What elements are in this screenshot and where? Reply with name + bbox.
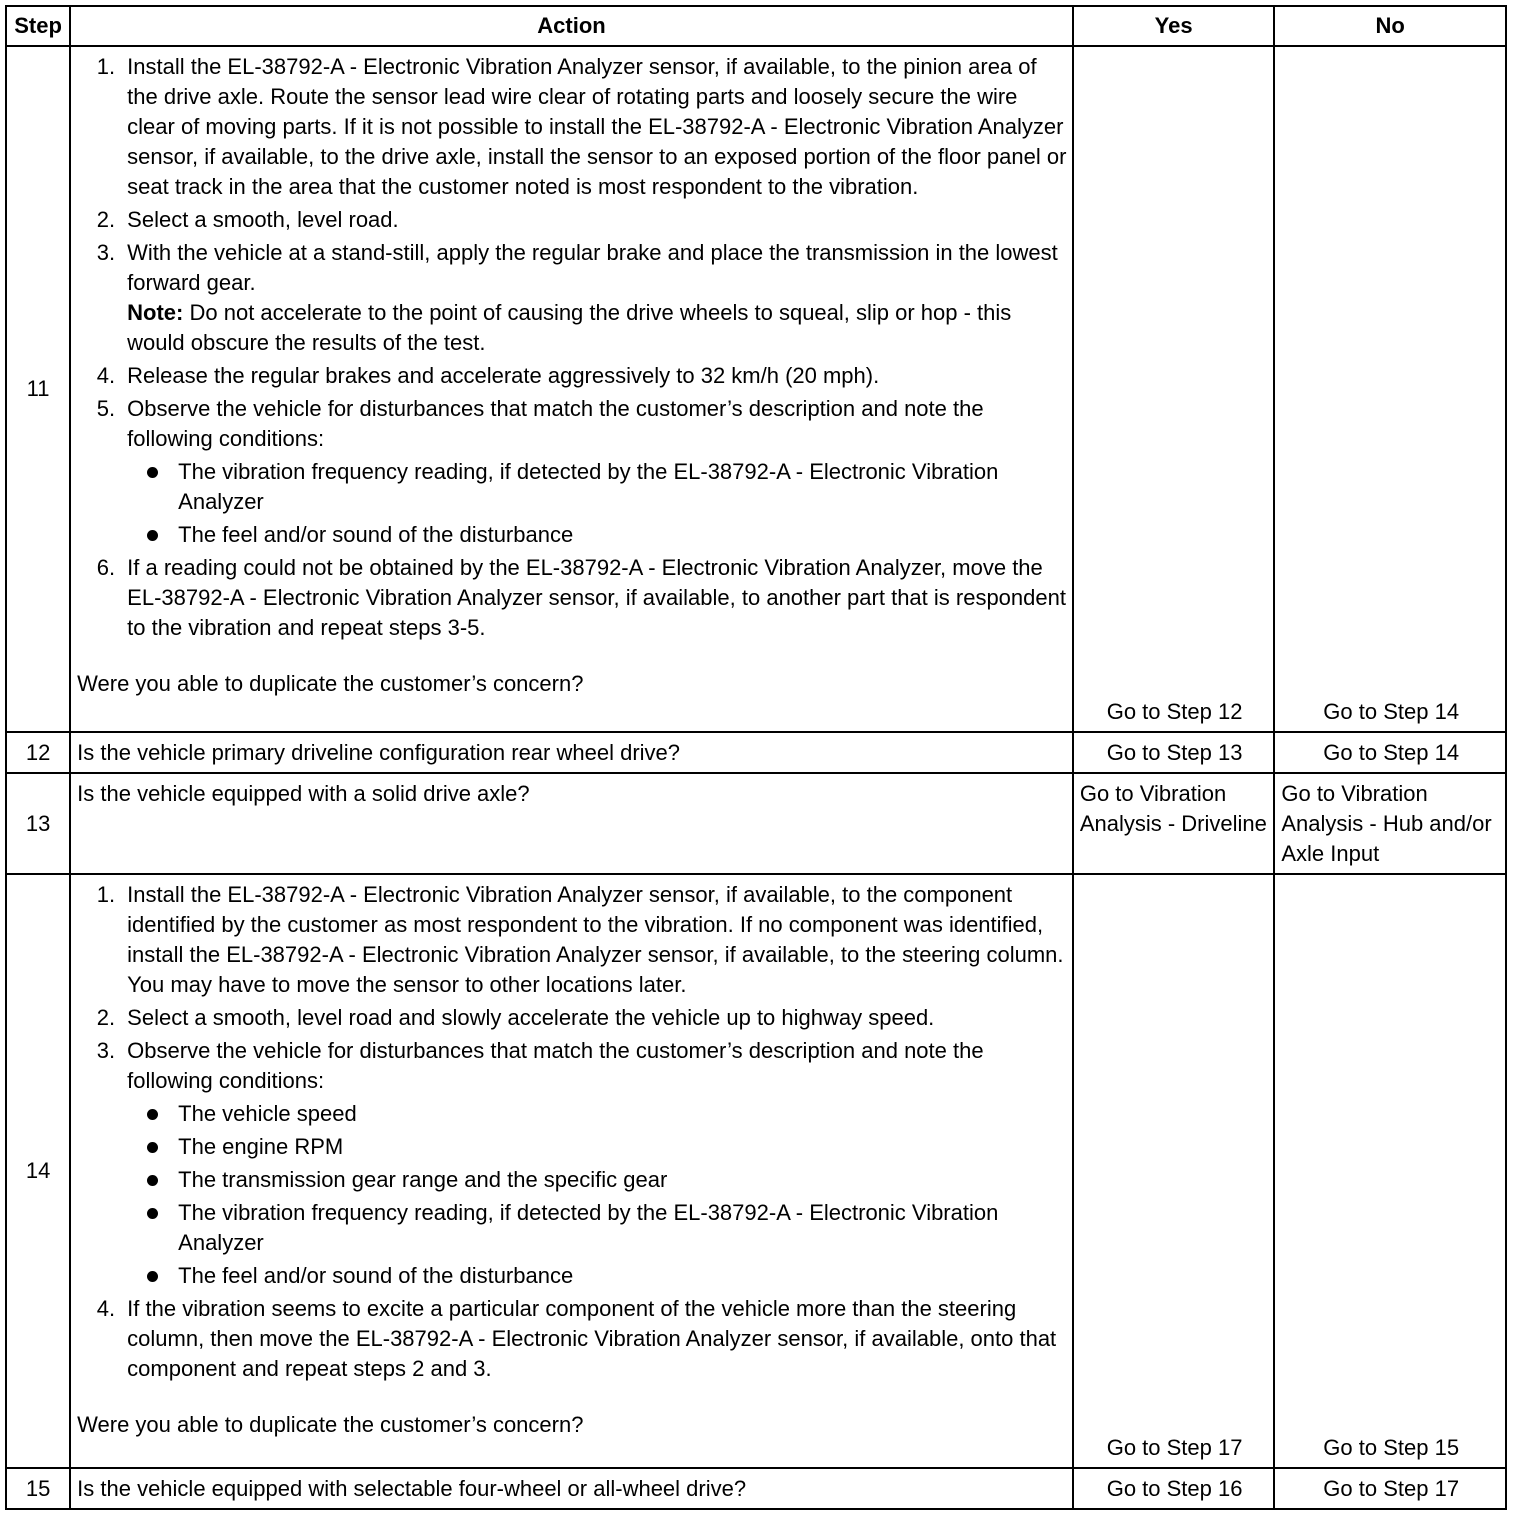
action-cell [70, 874, 1073, 1468]
yes-cell: Go to Vibration Analysis - Driveline [1073, 773, 1275, 874]
yes-cell: Go to Step 17 [1073, 874, 1275, 1468]
question-text: Is the vehicle primary driveline configuration rear wheel drive? [70, 732, 1073, 773]
bullet-icon [147, 1109, 158, 1120]
header-step: Step [6, 6, 70, 46]
condition-list [127, 457, 1068, 550]
header-row [6, 6, 1506, 46]
action-cell [70, 46, 1073, 732]
bullet-item: The vehicle speed [127, 1099, 1068, 1129]
note-label: Note: [127, 300, 184, 325]
table-row-step-13 [6, 773, 1506, 874]
diagnostic-table [5, 5, 1507, 1510]
no-cell: Go to Step 15 [1274, 874, 1506, 1468]
no-cell: Go to Step 17 [1274, 1468, 1506, 1509]
no-cell: Go to Vibration Analysis - Hub and/or Axle Input [1274, 773, 1506, 874]
step-number: 12 [6, 732, 70, 773]
bullet-item: The feel and/or sound of the disturbance [127, 1261, 1068, 1291]
condition-list [127, 1099, 1068, 1291]
step-number: 15 [6, 1468, 70, 1509]
bullet-icon [147, 467, 158, 478]
bullet-item: The engine RPM [127, 1132, 1068, 1162]
note-text: Do not accelerate to the point of causing the drive wheels to squeal, slip or hop - this would obscure the results of the test. [127, 300, 1012, 355]
question-text: Were you able to duplicate the customer’s concern? [77, 671, 584, 696]
bullet-icon [147, 1208, 158, 1219]
list-item: 5. Observe the vehicle for disturbances that match the customer’s description and note the following conditions: The vibration frequency reading, if detected by the EL-38792-A - Electronic Vibration Analyzer The feel and/or sound of the disturbance [77, 394, 1068, 550]
list-item: 3. With the vehicle at a stand-still, apply the regular brake and place the transmission in the lowest forward gear. Note: Do not accelerate to the point of causing the drive wheels to squeal, slip or hop - this would obscure the results of the test. [96, 240, 1058, 355]
no-cell: Go to Step 14 [1274, 46, 1506, 732]
bullet-item: The transmission gear range and the specific gear [127, 1165, 1068, 1195]
table-row-step-14 [6, 874, 1506, 1468]
step-number: 14 [6, 874, 70, 1468]
list-item: 2. Select a smooth, level road. [96, 207, 399, 232]
header-no: No [1274, 6, 1506, 46]
table-row-step-15 [6, 1468, 1506, 1509]
yes-cell: Go to Step 16 [1073, 1468, 1275, 1509]
list-item: 4. If the vibration seems to excite a particular component of the vehicle more than the steering column, then move the EL-38792-A - Electronic Vibration Analyzer sensor, if available, onto that component and repeat steps 2 and 3. [96, 1296, 1057, 1381]
bullet-icon [147, 1271, 158, 1282]
instruction-list [77, 880, 1068, 1384]
instruction-list [77, 52, 1068, 643]
yes-cell: Go to Step 13 [1073, 732, 1275, 773]
list-item: 4. Release the regular brakes and accelerate aggressively to 32 km/h (20 mph). [96, 363, 880, 388]
bullet-item: The vibration frequency reading, if detected by the EL-38792-A - Electronic Vibration Analyzer [127, 457, 1068, 517]
bullet-item: The feel and/or sound of the disturbance [127, 520, 1068, 550]
step-number: 11 [6, 46, 70, 732]
yes-cell: Go to Step 12 [1073, 46, 1275, 732]
list-item: 3. Observe the vehicle for disturbances that match the customer’s description and note the following conditions: The vehicle speed The engine RPM The transmission gear range and the specific gear The vibration frequency reading, if detected by the EL-38792-A - Electronic Vibration Analyzer The feel and/or sound of the disturbance [77, 1036, 1068, 1291]
question-text: Is the vehicle equipped with selectable four-wheel or all-wheel drive? [70, 1468, 1073, 1509]
bullet-icon [147, 530, 158, 541]
step-number: 13 [6, 773, 70, 874]
question-text: Were you able to duplicate the customer’s concern? [77, 1412, 584, 1437]
header-action: Action [70, 6, 1073, 46]
table-row-step-12 [6, 732, 1506, 773]
no-cell: Go to Step 14 [1274, 732, 1506, 773]
question-text: Is the vehicle equipped with a solid drive axle? [70, 773, 1073, 874]
list-item: 2. Select a smooth, level road and slowly accelerate the vehicle up to highway speed. [96, 1005, 935, 1030]
list-item: 6. If a reading could not be obtained by the EL-38792-A - Electronic Vibration Analyzer, move the EL-38792-A - Electronic Vibration Analyzer sensor, if available, to another part that is respondent to the vibration and repeat steps 3-5. [96, 555, 1066, 640]
bullet-icon [147, 1142, 158, 1153]
header-yes: Yes [1073, 6, 1275, 46]
list-item: 1. Install the EL-38792-A - Electronic Vibration Analyzer sensor, if available, to the pinion area of the drive axle. Route the sensor lead wire clear of rotating parts and loosely secure the wire clear of moving parts. If it is not possible to install the EL-38792-A - Electronic Vibration Analyzer sensor, if available, to the drive axle, install the sensor to an exposed portion of the floor panel or seat track in the area that the customer noted is most respondent to the vibration. [96, 54, 1067, 199]
table-row-step-11 [6, 46, 1506, 732]
list-item: 1. Install the EL-38792-A - Electronic Vibration Analyzer sensor, if available, to the component identified by the customer as most respondent to the vibration. If no component was identified, install the EL-38792-A - Electronic Vibration Analyzer sensor, if available, to the steering column. You may have to move the sensor to other locations later. [96, 882, 1064, 997]
bullet-icon [147, 1175, 158, 1186]
bullet-item: The vibration frequency reading, if detected by the EL-38792-A - Electronic Vibration Analyzer [127, 1198, 1068, 1258]
